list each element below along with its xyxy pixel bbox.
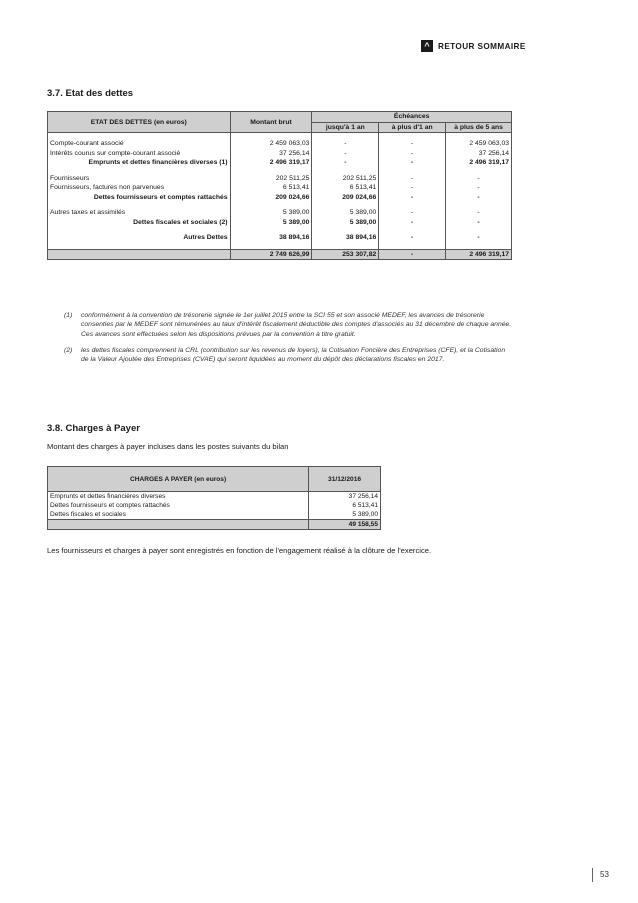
table-row <box>48 492 381 502</box>
cell-e1: - <box>312 149 379 159</box>
total-e1: 253 307,82 <box>312 249 379 260</box>
cell-e2: - <box>379 174 446 184</box>
table-subtotal-row <box>48 218 512 228</box>
col-header-1an: jusqu'à 1 an <box>312 122 379 133</box>
up-caret-icon: ^ <box>421 40 433 52</box>
row-label: Compte-courant associé <box>48 139 231 149</box>
cell-e2: - <box>379 208 446 218</box>
total-brut: 2 749 626,99 <box>230 249 312 260</box>
table-subtotal-row <box>48 233 512 243</box>
row-value: 5 389,00 <box>309 510 381 520</box>
table-row <box>48 183 512 193</box>
cell-e3: - <box>446 233 512 243</box>
cell-e1: 202 511,25 <box>312 174 379 184</box>
cell-e2: - <box>379 149 446 159</box>
table-row <box>48 501 381 510</box>
cell-e3: - <box>446 183 512 193</box>
cell-e2: - <box>379 183 446 193</box>
cell-brut: 37 256,14 <box>230 149 312 159</box>
cell-e3: - <box>446 208 512 218</box>
cell-e1: 5 389,00 <box>312 208 379 218</box>
row-label: Emprunts et dettes financières diverses (1) <box>48 158 231 168</box>
table-row <box>48 174 512 184</box>
table-subtotal-row <box>48 158 512 168</box>
footnote-number: (1) <box>64 312 73 319</box>
retour-sommaire-label: RETOUR SOMMAIRE <box>438 41 526 51</box>
table-total-row <box>48 249 512 260</box>
total-e2: - <box>379 249 446 260</box>
table-total-row <box>48 520 381 530</box>
row-label: Dettes fiscales et sociales <box>48 510 309 520</box>
footnote-number: (2) <box>64 346 73 354</box>
row-label: Dettes fournisseurs et comptes rattachés <box>48 193 231 203</box>
total-e3: 2 496 319,17 <box>446 249 512 260</box>
cell-e2: - <box>379 233 446 243</box>
dettes-table <box>47 111 512 260</box>
table-row <box>48 208 512 218</box>
col-header-echeances: Échéances <box>312 112 512 123</box>
col-header-brut: Montant brut <box>230 112 312 133</box>
col-header-plus-1an: à plus d'1 an <box>379 122 446 133</box>
table-row <box>48 149 512 159</box>
footnote-text: les dettes fiscales comprennent la CRL (contribution sur les revenus de loyers), la Cotisation Foncière des Entreprises (CFE), et la Cotisation de la Valeur Ajoutée des Entreprises (CVAE) qui seront liquidées au moment du dépôt des déclarations fiscales en 2017. <box>81 346 506 364</box>
col-header-charges: CHARGES A PAYER (en euros) <box>48 467 309 492</box>
section-37-title: 3.7. Etat des dettes <box>47 88 134 99</box>
row-label: Fournisseurs, factures non parvenues <box>48 183 231 193</box>
table-row <box>48 139 512 149</box>
cell-brut: 202 511,25 <box>230 174 312 184</box>
cell-e2: - <box>379 193 446 203</box>
footnote <box>64 346 512 365</box>
cell-e1: 5 389,00 <box>312 218 379 228</box>
row-value: 6 513,41 <box>309 501 381 510</box>
charges-table <box>47 466 381 530</box>
row-label: Autres Dettes <box>48 233 231 243</box>
cell-e1: - <box>312 139 379 149</box>
total-value: 49 158,55 <box>309 520 381 530</box>
cell-e2: - <box>379 139 446 149</box>
row-label: Dettes fiscales et sociales (2) <box>48 218 231 228</box>
cell-brut: 5 389,00 <box>230 208 312 218</box>
col-header-date: 31/12/2016 <box>309 467 381 492</box>
row-value: 37 256,14 <box>309 492 381 502</box>
section-38-intro: Montant des charges à payer incluses dans les postes suivants du bilan <box>47 442 289 451</box>
cell-e3: 2 459 063,03 <box>446 139 512 149</box>
page-number: 53 <box>592 868 609 882</box>
footnotes <box>64 311 512 371</box>
retour-sommaire-link[interactable] <box>421 40 526 52</box>
cell-e1: 38 894,16 <box>312 233 379 243</box>
cell-brut: 38 894,16 <box>230 233 312 243</box>
cell-e1: 6 513,41 <box>312 183 379 193</box>
row-label: Fournisseurs <box>48 174 231 184</box>
col-header-etat: ETAT DES DETTES (en euros) <box>48 112 231 133</box>
cell-brut: 2 459 063,03 <box>230 139 312 149</box>
row-label: Dettes fournisseurs et comptes rattachés <box>48 501 309 510</box>
cell-e3: - <box>446 174 512 184</box>
cell-brut: 5 389,00 <box>230 218 312 228</box>
cell-e2: - <box>379 218 446 228</box>
row-label: Emprunts et dettes financières diverses <box>48 492 309 502</box>
col-header-plus-5ans: à plus de 5 ans <box>446 122 512 133</box>
footnote-text: conformément à la convention de trésorerie signée le 1er juillet 2015 entre la SCI 55 et son associé MEDEF, les avances de trésorerie consenties par le MEDEF sont rémunérées au taux d'intérêt fiscalement déductible des comptes d'associés au 31 décembre de chaque année. Ces avances sont effectuées selon les dispositions prévues par la convention à titre gratuit. <box>81 312 512 338</box>
cell-e3: - <box>446 193 512 203</box>
cell-brut: 2 496 319,17 <box>230 158 312 168</box>
cell-brut: 209 024,66 <box>230 193 312 203</box>
cell-e1: - <box>312 158 379 168</box>
table-row <box>48 510 381 520</box>
footnote <box>64 311 512 339</box>
row-label: Autres taxes et assimilés <box>48 208 231 218</box>
cell-e3: - <box>446 218 512 228</box>
cell-e3: 37 256,14 <box>446 149 512 159</box>
row-label: Intérêts courus sur compte-courant associé <box>48 149 231 159</box>
cell-e2: - <box>379 158 446 168</box>
cell-e3: 2 496 319,17 <box>446 158 512 168</box>
section-38-outro: Les fournisseurs et charges à payer sont enregistrés en fonction de l'engagement réalisé à la clôture de l'exercice. <box>47 546 432 555</box>
table-subtotal-row <box>48 193 512 203</box>
cell-brut: 6 513,41 <box>230 183 312 193</box>
section-38-title: 3.8. Charges à Payer <box>47 423 140 434</box>
cell-e1: 209 024,66 <box>312 193 379 203</box>
